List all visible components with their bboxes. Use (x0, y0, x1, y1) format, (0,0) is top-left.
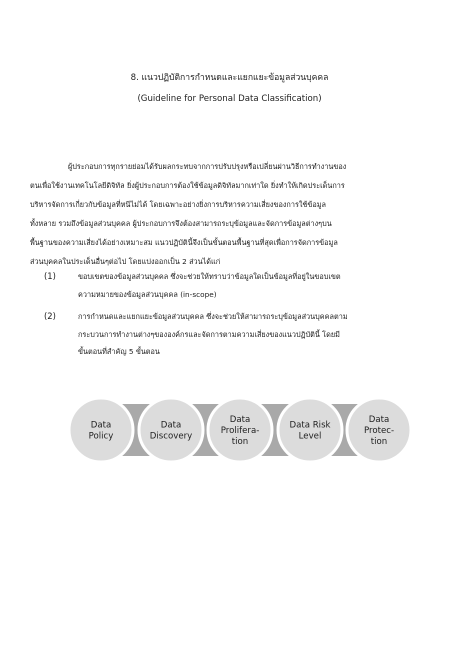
intro-line: ส่วนบุคคลในประเด็นอื่นๆต่อไป โดยแบ่งออกเป็น 2 ส่วนได้แก่ (30, 257, 221, 266)
list-item-line: ขอบเขตของข้อมูลส่วนบุคคล ซึ่งจะช่วยให้ทราบว่าข้อมูลใดเป็นข้อมูลที่อยู่ในขอบเขต (78, 272, 341, 281)
intro-line: บริหารจัดการเกี่ยวกับข้อมูลที่หนีไม่ได้ โดยเฉพาะอย่างยิ่งการบริหารความเสี่ยงของการใช้ข้อมูล (30, 200, 327, 209)
process-step-label: Level (298, 431, 322, 442)
process-step-label: Policy (88, 431, 114, 442)
process-step (69, 398, 133, 462)
list-item-line: ขั้นตอนที่สำคัญ 5 ขั้นตอน (78, 347, 160, 356)
section-title-thai: 8. แนวปฏิบัติการกำหนดและแยกแยะข้อมูลส่วนบุคคล (130, 73, 329, 83)
process-step-label: tion (370, 437, 388, 447)
list-number: (1) (44, 271, 56, 281)
process-step-label: Prolifera- (220, 426, 260, 436)
intro-line: พื้นฐานของความเสี่ยงได้อย่างเหมาะสม แนวปฏิบัตินี้จึงเป็นขั้นตอนพื้นฐานที่สุดเพื่อการจัดการข้อมูล (30, 238, 338, 247)
intro-line: ตนเพื่อใช้งานเทคโนโลยีดิจิทัล ยิ่งผู้ประกอบการต้องใช้ข้อมูลดิจิทัลมากเท่าใด ยิ่งทำให้เกิดประเด็นการ (30, 181, 345, 190)
process-step-label: Protec- (363, 426, 395, 436)
process-step-label: Data Risk (289, 420, 331, 431)
process-step (347, 398, 411, 462)
list-item-line: การกำหนดและแยกแยะข้อมูลส่วนบุคคล ซึ่งจะช่วยให้สามารถระบุข้อมูลส่วนบุคคลตาม (78, 312, 348, 321)
list-item-line: ความหมายของข้อมูลส่วนบุคคล (in-scope) (78, 289, 217, 299)
process-step-label: Data (368, 415, 390, 425)
process-step-label: tion (231, 437, 249, 447)
process-step (139, 398, 203, 462)
list-number: (2) (44, 311, 56, 321)
process-step-label: Data (160, 420, 182, 431)
intro-line: ผู้ประกอบการทุกรายย่อมได้รับผลกระทบจากการปรับปรุงหรือเปลี่ยนผ่านวิธีการทำงานของ (68, 162, 347, 171)
intro-line: ทั้งหลาย รวมถึงข้อมูลส่วนบุคคล ผู้ประกอบการจึงต้องสามารถระบุข้อมูลและจัดการข้อมูลต่างๆบน (30, 219, 332, 228)
process-step-label: Data (229, 415, 251, 425)
process-step-label: Data (90, 420, 112, 431)
process-step (278, 398, 342, 462)
process-step (208, 398, 272, 462)
section-title-english: (Guideline for Personal Data Classification) (137, 94, 322, 104)
process-step-label: Discovery (149, 431, 193, 442)
list-item-line: กระบวนการทำงานต่างๆขององค์กรและจัดการตามความเสี่ยงของแนวปฏิบัตินี้ โดยมี (78, 329, 340, 339)
